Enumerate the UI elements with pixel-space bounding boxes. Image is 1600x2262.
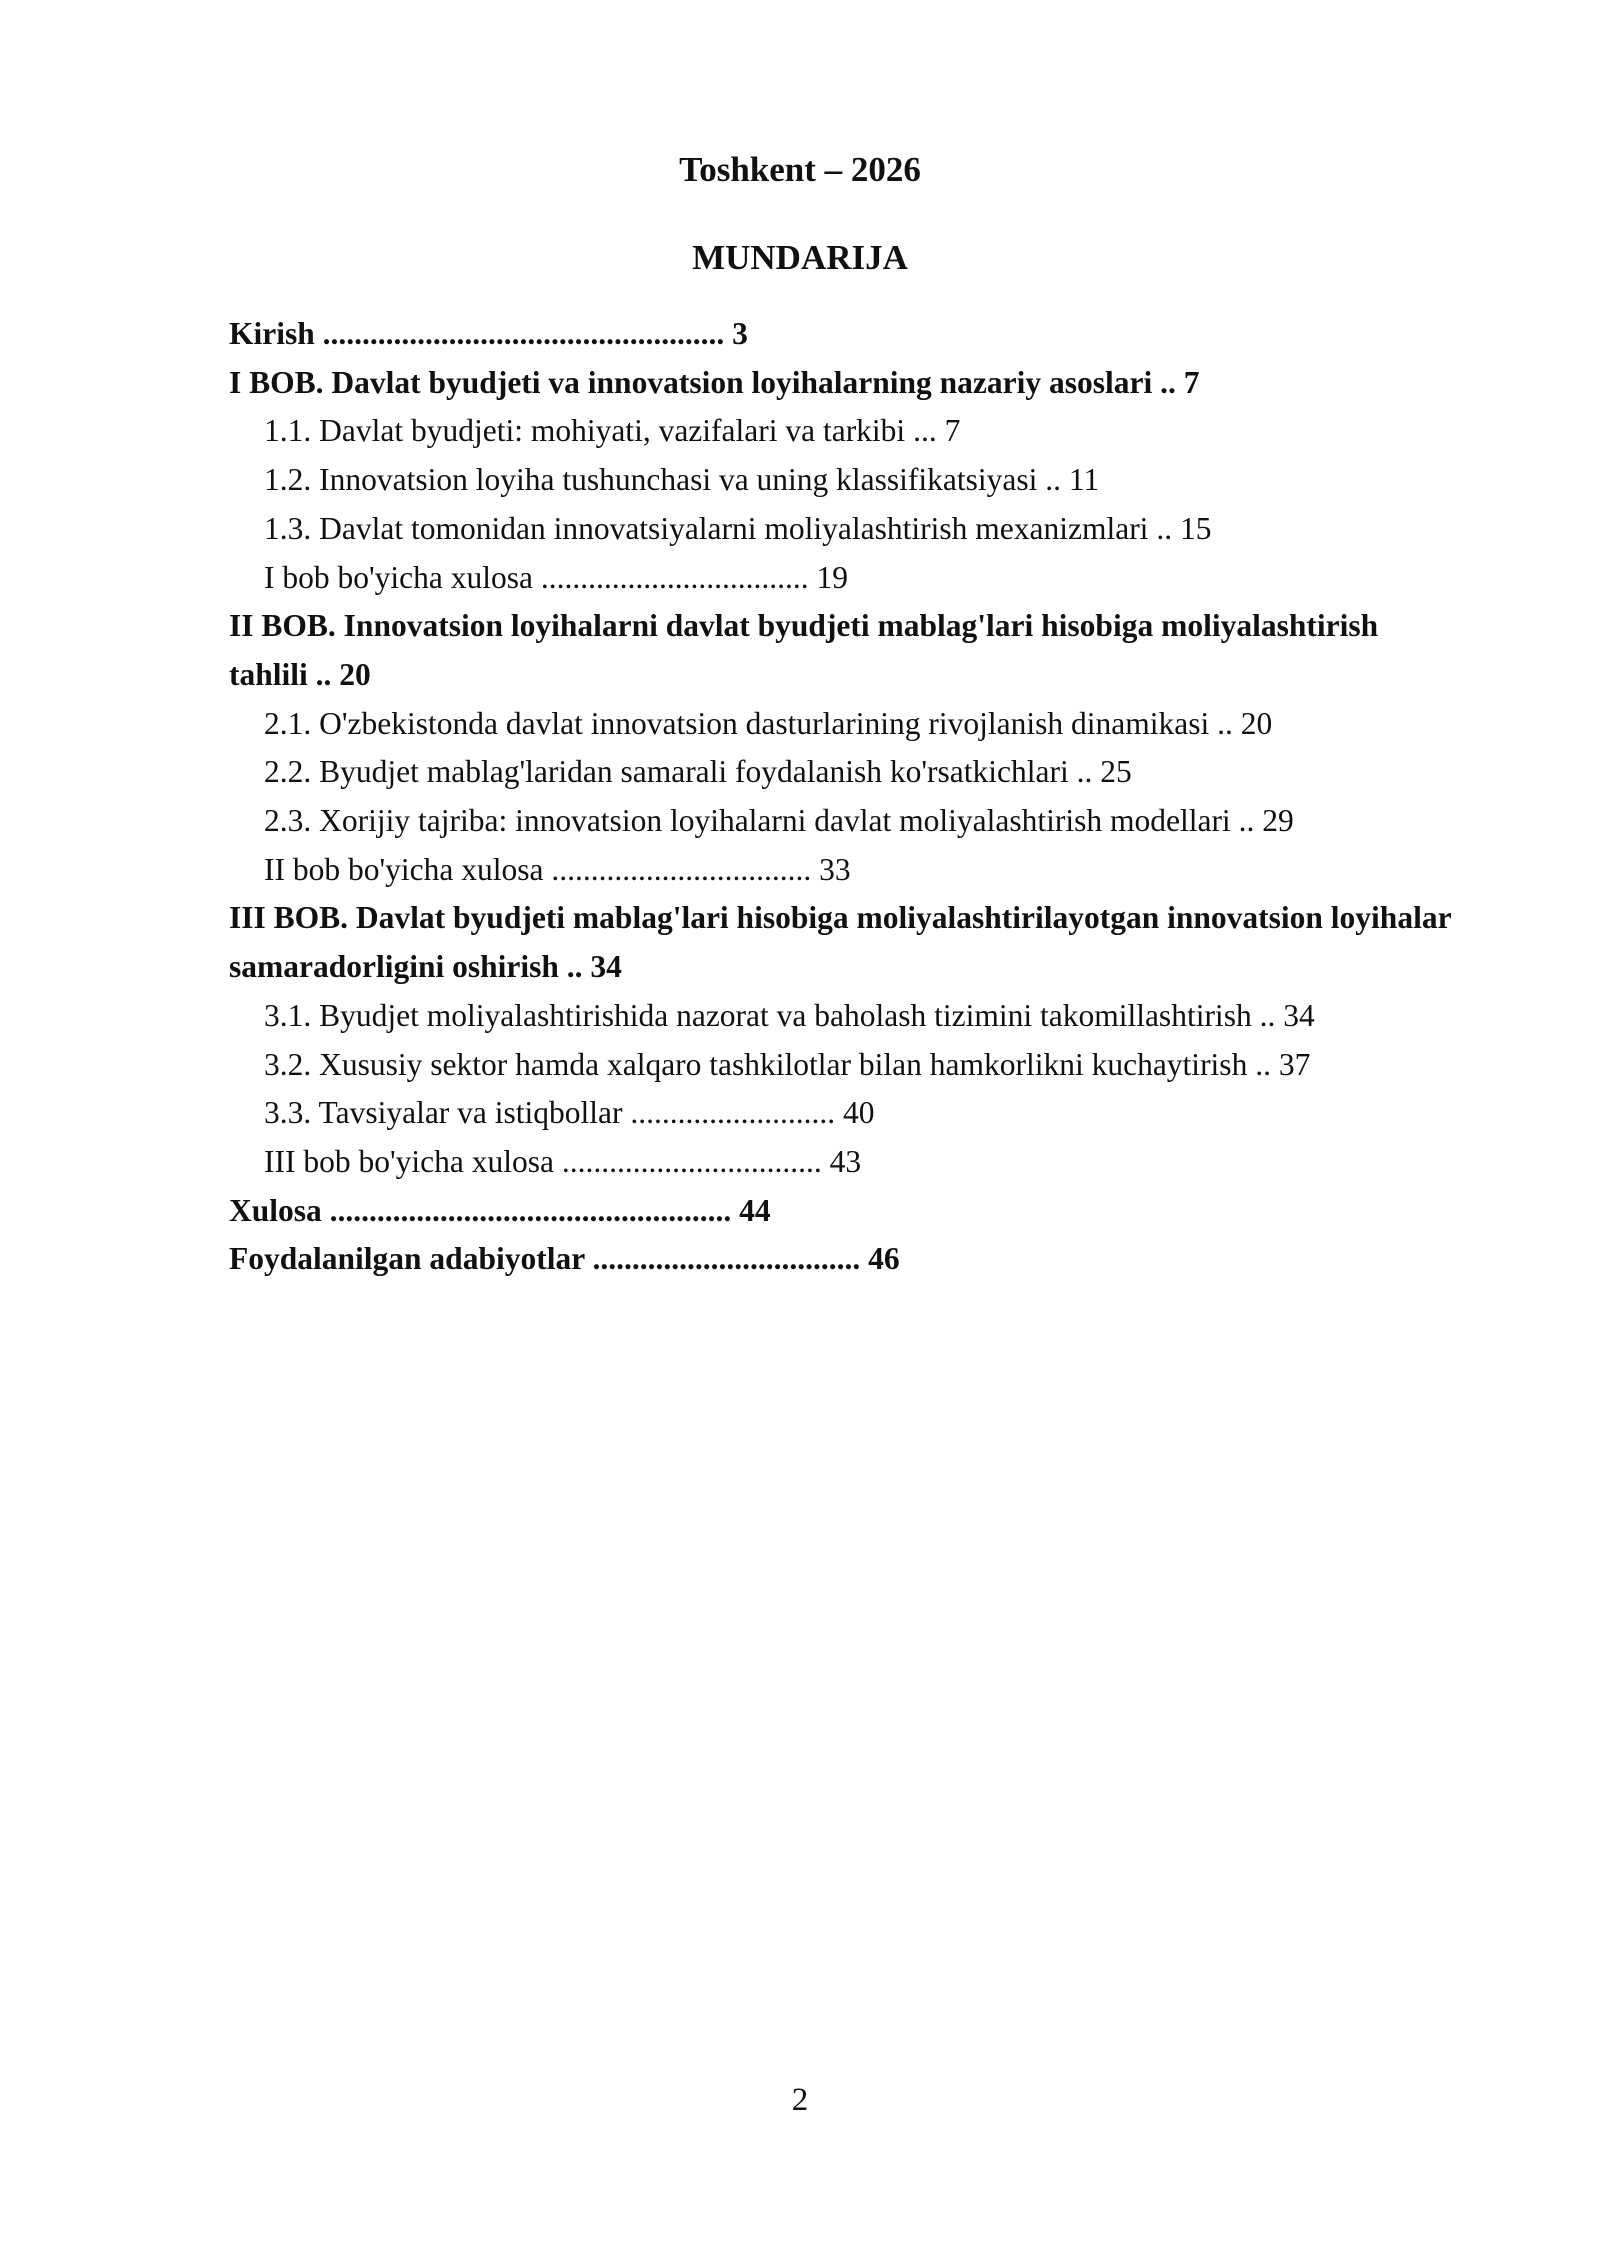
toc-entry-2-2[interactable] — [229, 748, 1459, 797]
city-year: Toshkent – 2026 — [679, 150, 921, 189]
toc-leader-dots: .................................. — [540, 559, 809, 595]
toc-page-number: 25 — [1100, 754, 1132, 790]
toc-entry-3-1[interactable] — [229, 992, 1459, 1041]
toc-entry-text: 1.2. Innovatsion loyiha tushunchasi va uning klassifikatsiyasi — [264, 462, 1038, 498]
toc-entry-text: III bob bo'yicha xulosa — [264, 1143, 554, 1179]
toc-leader-dots: .. — [1045, 462, 1062, 498]
toc-page-number: 3 — [732, 316, 748, 351]
toc-entry-text: 3.2. Xususiy sektor hamda xalqaro tashkilotlar bilan hamkorlikni kuchaytirish — [264, 1046, 1248, 1082]
page-number: 2 — [791, 2082, 809, 2118]
toc-entry-text: Foydalanilgan adabiyotlar — [229, 1241, 585, 1277]
toc-entry-chapter-3[interactable] — [229, 894, 1459, 991]
toc-page-number: 44 — [739, 1192, 771, 1228]
toc-leader-dots: .. — [1156, 510, 1173, 546]
toc-page-number: 34 — [590, 949, 622, 985]
toc-page-number: 29 — [1262, 803, 1294, 839]
toc-leader-dots: .. — [566, 949, 583, 985]
toc-entry-text: 1.3. Davlat tomonidan innovatsiyalarni moliyalashtirish mexanizmlari — [264, 510, 1149, 546]
toc-entry-3-2[interactable] — [229, 1041, 1459, 1090]
toc-page-number: 7 — [944, 413, 961, 449]
table-of-contents — [229, 310, 1459, 1284]
toc-leader-dots: .. — [1259, 997, 1276, 1033]
toc-page-number: 43 — [829, 1143, 862, 1179]
toc-entry-1-2[interactable] — [229, 456, 1459, 505]
toc-entry-text: I bob bo'yicha xulosa — [264, 559, 533, 595]
toc-entry-chapter-1-summary[interactable] — [229, 554, 1459, 603]
toc-page-number: 7 — [1183, 364, 1200, 400]
toc-page-number: 15 — [1179, 510, 1212, 546]
toc-leader-dots: ................................. — [561, 1143, 822, 1179]
toc-entry-text: 2.2. Byudjet mablag'laridan samarali foydalanish ko'rsatkichlari — [264, 754, 1069, 790]
toc-page-number: 11 — [1068, 462, 1100, 498]
toc-page-number: 37 — [1278, 1046, 1311, 1082]
toc-entry-text: Kirish — [229, 316, 315, 351]
toc-entry-text: III BOB. Davlat byudjeti mablag'lari hisobiga moliyalashtirilayotgan innovatsion loyihalar samaradorligini oshirish — [229, 900, 1451, 985]
toc-entry-chapter-3-summary[interactable] — [229, 1138, 1459, 1187]
toc-page-number: 33 — [819, 851, 851, 887]
toc-entry-text: 2.1. O'zbekistonda davlat innovatsion dasturlarining rivojlanish dinamikasi — [264, 705, 1210, 741]
toc-entry-2-3[interactable] — [229, 797, 1459, 846]
toc-leader-dots: .. — [1255, 1046, 1271, 1082]
toc-entry-chapter-2[interactable] — [229, 602, 1459, 699]
toc-entry-text: 2.3. Xorijiy tajriba: innovatsion loyihalarni davlat moliyalashtirish modellari — [264, 803, 1231, 839]
toc-leader-dots: .. — [1160, 364, 1176, 400]
toc-entry-text: Xulosa — [229, 1192, 322, 1228]
toc-leader-dots: .. — [315, 656, 332, 692]
toc-leader-dots: ... — [913, 413, 937, 449]
toc-entry-chapter-1[interactable] — [229, 359, 1459, 408]
toc-page-number: 34 — [1283, 997, 1315, 1033]
toc-leader-dots: .. — [1238, 803, 1255, 839]
toc-entry-1-1[interactable] — [229, 407, 1459, 456]
toc-page-number: 20 — [1240, 705, 1273, 741]
toc-leader-dots: ................................................... — [329, 1192, 732, 1228]
toc-heading: MUNDARIJA — [692, 238, 908, 277]
toc-entry-text: II bob bo'yicha xulosa — [264, 851, 544, 887]
toc-entry-xulosa[interactable] — [229, 1187, 1459, 1236]
toc-leader-dots: .. — [1076, 754, 1093, 790]
toc-entry-3-3[interactable] — [229, 1089, 1459, 1138]
toc-entry-text: II BOB. Innovatsion loyihalarni davlat byudjeti mablag'lari hisobiga moliyalashtirish tahlili — [229, 608, 1379, 692]
toc-leader-dots: ................................. — [551, 851, 812, 887]
toc-page-number: 19 — [816, 559, 848, 595]
toc-entry-chapter-2-summary[interactable] — [229, 846, 1459, 895]
toc-entry-text: 3.3. Tavsiyalar va istiqbollar — [264, 1095, 623, 1131]
toc-entry-text: 3.1. Byudjet moliyalashtirishida nazorat va baholash tizimini takomillashtirish — [264, 997, 1252, 1033]
toc-leader-dots: ................................................... — [322, 316, 725, 351]
toc-page-number: 40 — [843, 1095, 875, 1131]
toc-entry-1-3[interactable] — [229, 505, 1459, 554]
toc-entry-2-1[interactable] — [229, 700, 1459, 749]
toc-entry-text: I BOB. Davlat byudjeti va innovatsion loyihalarning nazariy asoslari — [229, 364, 1153, 400]
toc-page-number: 46 — [868, 1241, 900, 1277]
toc-page-number: 20 — [339, 656, 371, 692]
toc-leader-dots: .. — [1217, 705, 1233, 741]
toc-entry-kirish[interactable] — [229, 310, 1459, 359]
toc-entry-bibliography[interactable] — [229, 1235, 1459, 1284]
toc-entry-text: 1.1. Davlat byudjeti: mohiyati, vazifalari va tarkibi — [264, 413, 906, 449]
toc-leader-dots: .................................. — [592, 1241, 861, 1277]
toc-leader-dots: .......................... — [630, 1095, 836, 1131]
